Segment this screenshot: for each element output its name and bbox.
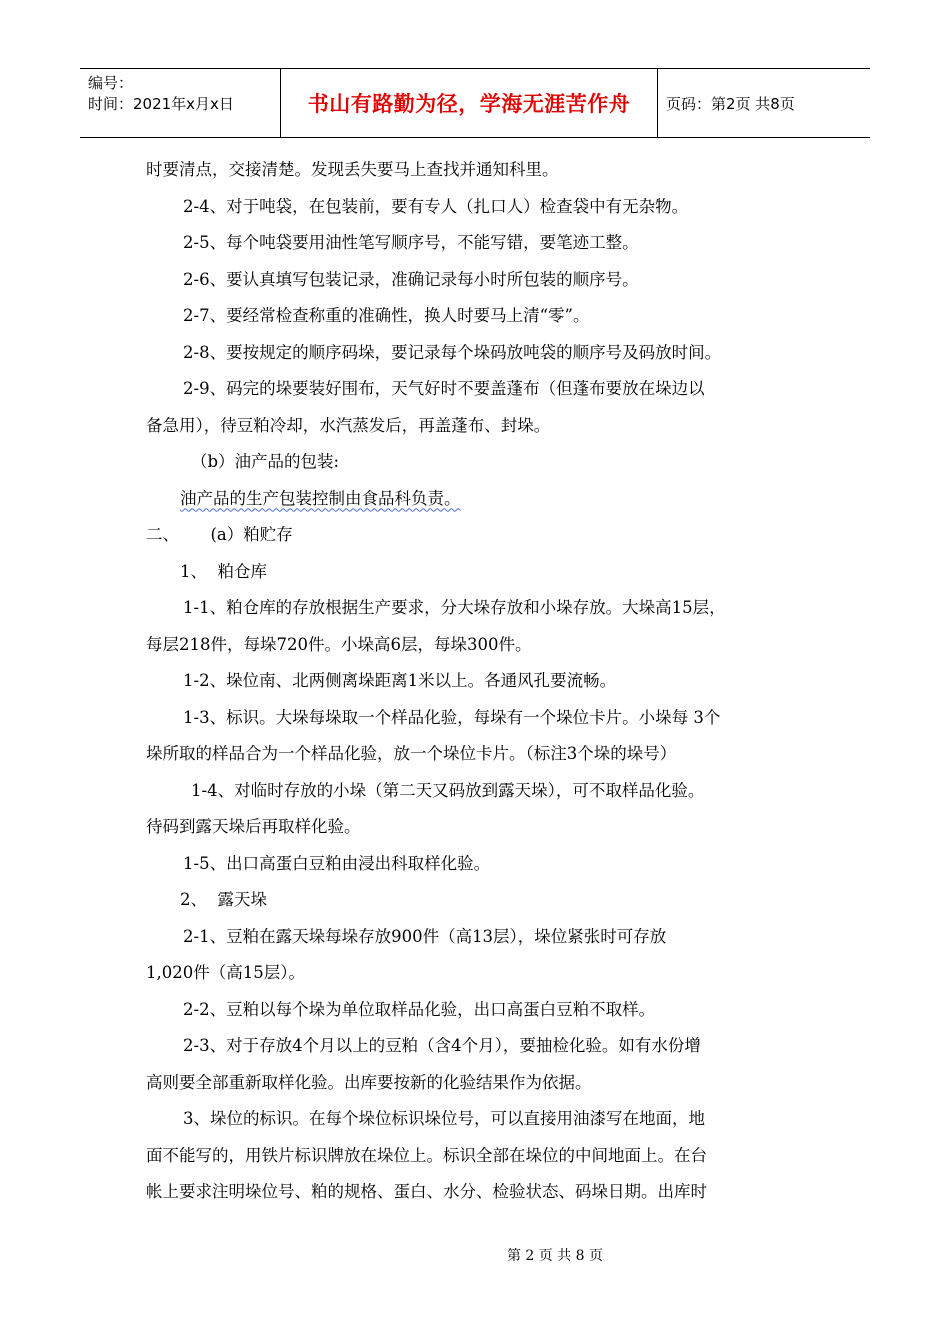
paragraph-line: 2-7、要经常检查称重的准确性，换人时要马上清“零”。 bbox=[183, 306, 590, 325]
paragraph-line: 帐上要求注明垛位号、粕的规格、蛋白、水分、检验状态、码垛日期。出库时 bbox=[146, 1182, 707, 1201]
paragraph-line: 1-4、对临时存放的小垛（第二天又码放到露天垛），可不取样品化验。 bbox=[191, 780, 705, 800]
paragraph-line: 2-3、对于存放4个月以上的豆粕（含4个月），要抽检化验。如有水份增 bbox=[183, 1036, 701, 1055]
paragraph-line: 1-1、粕仓库的存放根据生产要求，分大垛存放和小垛存放。大垛高15层， bbox=[183, 598, 726, 617]
paragraph-line: 1-5、出口高蛋白豆粕由浸出科取样化验。 bbox=[183, 853, 491, 873]
document-number-label: 编号： bbox=[88, 74, 134, 92]
paragraph-line: 2-6、要认真填写包装记录，准确记录每小时所包装的顺序号。 bbox=[183, 269, 639, 289]
page-header bbox=[80, 68, 870, 138]
section-heading: 二、 (a）粕贮存 bbox=[146, 525, 293, 544]
document-time-label: 时间：2021年x月x日 bbox=[88, 95, 234, 113]
page-footer: 第 2 页 共 8 页 bbox=[506, 1248, 604, 1264]
paragraph-line: 每层218件，每垛720件。小垛高6层，每垛300件。 bbox=[146, 634, 532, 654]
paragraph-line: 2-9、码完的垛要装好围布，天气好时不要盖蓬布（但蓬布要放在垛边以 bbox=[183, 379, 705, 398]
paragraph-line: 2-2、豆粕以每个垛为单位取样品化验，出口高蛋白豆粕不取样。 bbox=[183, 999, 656, 1019]
paragraph-line: 待码到露天垛后再取样化验。 bbox=[146, 817, 361, 836]
header-page-info: 页码：第2页 共8页 bbox=[666, 94, 795, 113]
header-meta bbox=[80, 69, 280, 137]
paragraph-line: 2-4、对于吨袋，在包装前，要有专人（扎口人）检查袋中有无杂物。 bbox=[183, 196, 689, 216]
paragraph-line: 面不能写的，用铁片标识牌放在垛位上。标识全部在垛位的中间地面上。在台 bbox=[146, 1145, 707, 1165]
header-motto: 书山有路勤为径，学海无涯苦作舟 bbox=[280, 69, 658, 137]
paragraph-line: 1-2、垛位南、北两侧离垛距离1米以上。各通风孔要流畅。 bbox=[183, 671, 617, 690]
subsection-heading: 1、 粕仓库 bbox=[180, 561, 267, 581]
paragraph-line: 1-3、标识。大垛每垛取一个样品化验，每垛有一个垛位卡片。小垛每 3个 bbox=[183, 707, 721, 727]
paragraph-line: 3、垛位的标识。在每个垛位标识垛位号，可以直接用油漆写在地面，地 bbox=[183, 1109, 705, 1128]
subsection-heading: 2、 露天垛 bbox=[180, 890, 267, 909]
paragraph-line: 高则要全部重新取样化验。出库要按新的化验结果作为依据。 bbox=[146, 1072, 592, 1092]
section-heading: （b）油产品的包装: bbox=[191, 452, 340, 471]
paragraph-line: 时要清点，交接清楚。发现丢失要马上查找并通知科里。 bbox=[146, 160, 559, 179]
paragraph-line: 2-5、每个吨袋要用油性笔写顺序号，不能写错，要笔迹工整。 bbox=[183, 233, 639, 252]
paragraph-line: 2-8、要按规定的顺序码垛，要记录每个垛码放吨袋的顺序号及码放时间。 bbox=[183, 342, 722, 362]
paragraph-line: 2-1、豆粕在露天垛每垛存放900件（高13层），垛位紧张时可存放 bbox=[183, 926, 667, 946]
paragraph-line: 垛所取的样品合为一个样品化验，放一个垛位卡片。（标注3个垛的垛号） bbox=[146, 744, 677, 763]
paragraph-line: 备急用），待豆粕冷却，水汽蒸发后，再盖蓬布、封垛。 bbox=[146, 415, 551, 435]
document-body bbox=[146, 152, 810, 1211]
flagged-text: 油产品的生产包装控制由食品科负责。 bbox=[180, 488, 461, 508]
paragraph-line: 1,020件（高15层）。 bbox=[146, 963, 305, 982]
paragraph-line bbox=[146, 481, 810, 518]
